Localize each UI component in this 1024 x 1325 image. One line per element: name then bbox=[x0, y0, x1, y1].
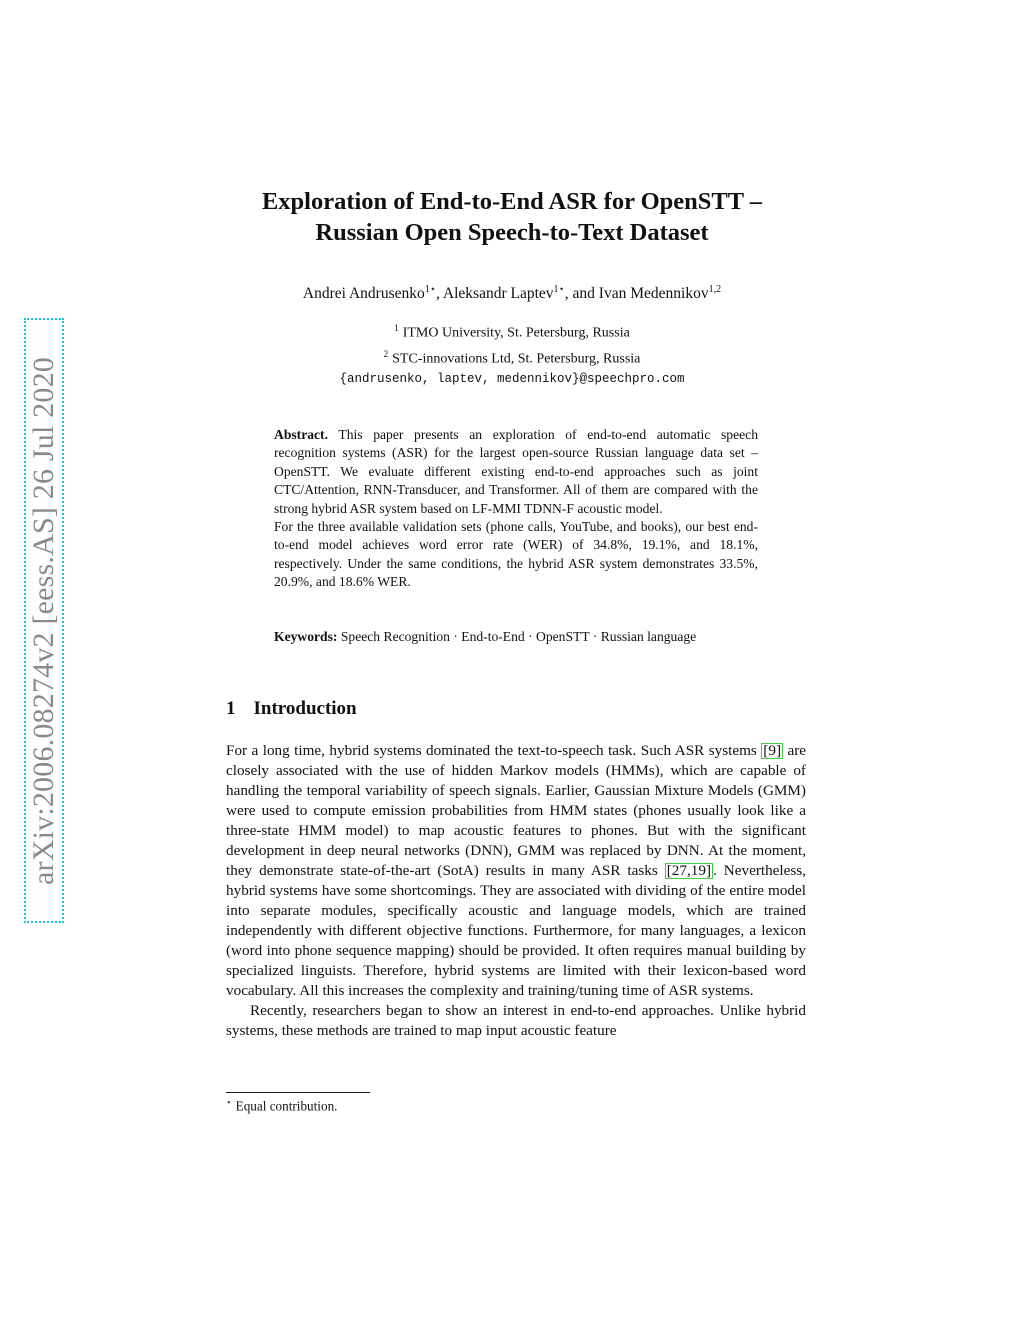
author-name: Andrei Andrusenko bbox=[302, 285, 425, 303]
section-number: 1 bbox=[226, 698, 236, 719]
section-heading bbox=[226, 698, 357, 720]
paper-title bbox=[180, 186, 844, 248]
arxiv-identifier: arXiv:2006.08274v2 [eess.AS] 26 Jul 2020 bbox=[27, 356, 60, 885]
affiliations bbox=[180, 318, 844, 389]
citation-link[interactable]: [27,19] bbox=[666, 862, 712, 879]
keywords-text: Speech Recognition · End-to-End · OpenSTT · Russian language bbox=[340, 629, 697, 644]
author-affiliation-mark: 1⋆ bbox=[424, 284, 436, 295]
title-line-1: Exploration of End-to-End ASR for OpenSTT – bbox=[261, 188, 763, 215]
body-paragraph-2: Recently, researchers began to show an interest in end-to-end approaches. Unlike hybrid systems, these methods are trained to map input acoustic feature bbox=[226, 1002, 806, 1039]
author-emails: {andrusenko, laptev, medennikov}@speechpro.com bbox=[339, 372, 685, 387]
affiliation-text: ITMO University, St. Petersburg, Russia bbox=[402, 325, 630, 341]
author-affiliation-mark: 1,2 bbox=[708, 284, 722, 295]
abstract-text: This paper presents an exploration of end-to-end automatic speech recognition systems (ASR) for the largest open-source Russian language data set – OpenSTT. We evaluate different existing end-to-end approaches such as joint CTC/Attention, RNN-Transducer, and Transformer. All of them are compared with the strong hybrid ASR system based on LF-MMI TDNN-F acoustic model. bbox=[274, 427, 758, 516]
footnote bbox=[226, 1097, 337, 1114]
keywords bbox=[274, 628, 758, 646]
author-name: and Ivan Medennikov bbox=[572, 285, 709, 303]
abstract-label: Abstract. bbox=[274, 427, 328, 442]
affiliation-1 bbox=[180, 318, 844, 344]
body-paragraph-1 bbox=[226, 741, 806, 1001]
abstract bbox=[274, 426, 758, 592]
keywords-label: Keywords: bbox=[274, 629, 338, 644]
section-title: Introduction bbox=[253, 698, 357, 719]
affiliation-2 bbox=[180, 344, 844, 370]
author-name: Aleksandr Laptev bbox=[442, 285, 554, 303]
arxiv-stamp bbox=[24, 318, 64, 923]
author-affiliation-mark: 1⋆ bbox=[553, 284, 565, 295]
section-body bbox=[226, 741, 806, 1041]
body-text-segment: For a long time, hybrid systems dominated the text-to-speech task. Such ASR systems bbox=[226, 742, 762, 759]
abstract-paragraph-2: For the three available validation sets (phone calls, YouTube, and books), our best end-to-end model achieves word error rate (WER) of 34.8%, 19.1%, and 18.1%, respectively. Under the same conditions, the hybrid ASR system demonstrates 33.5%, 20.9%, and 18.6% WER. bbox=[274, 519, 758, 590]
footnote-mark: ⋆ bbox=[226, 1097, 232, 1107]
affiliation-text: STC-innovations Ltd, St. Petersburg, Russia bbox=[392, 351, 641, 367]
footnote-text: Equal contribution. bbox=[235, 1098, 338, 1114]
body-text-segment: are closely associated with the use of hidden Markov models (HMMs), which are capable of handling the temporal variability of speech signals. Earlier, Gaussian Mixture Models (GMM) were used to compute emission probabilities from HMM states (phones usually look like a three-state HMM model) to map acoustic features to phones. But with the significant development in deep neural networks (DNN), GMM was replaced by DNN. At the moment, they demonstrate state-of-the-art (SotA) results in many ASR tasks bbox=[226, 742, 806, 879]
affiliation-number: 1 bbox=[394, 323, 399, 333]
affiliation-number: 2 bbox=[383, 348, 389, 359]
body-text-segment: . Nevertheless, hybrid systems have some shortcomings. They are associated with dividing of the entire model into separate modules, specifically acoustic and language models, which are trained independently with different objective functions. Furthermore, for many languages, a lexicon (word into phone sequence mapping) should be provided. It often requires manual building by specialized linguists. Therefore, hybrid systems are limited with their lexicon-based word vocabulary. All this increases the complexity and training/tuning time of ASR systems. bbox=[226, 862, 807, 999]
title-line-2: Russian Open Speech-to-Text Dataset bbox=[315, 219, 709, 246]
author-list: Andrei Andrusenko$^{1⋆}$, Aleksandr Laptev$^{1⋆}$, and Ivan Medennikov$^{1,2}$ bbox=[302, 284, 722, 303]
footnote-divider bbox=[226, 1092, 370, 1093]
abstract-paragraph-1 bbox=[274, 426, 758, 518]
citation-link[interactable]: [9] bbox=[763, 742, 782, 759]
